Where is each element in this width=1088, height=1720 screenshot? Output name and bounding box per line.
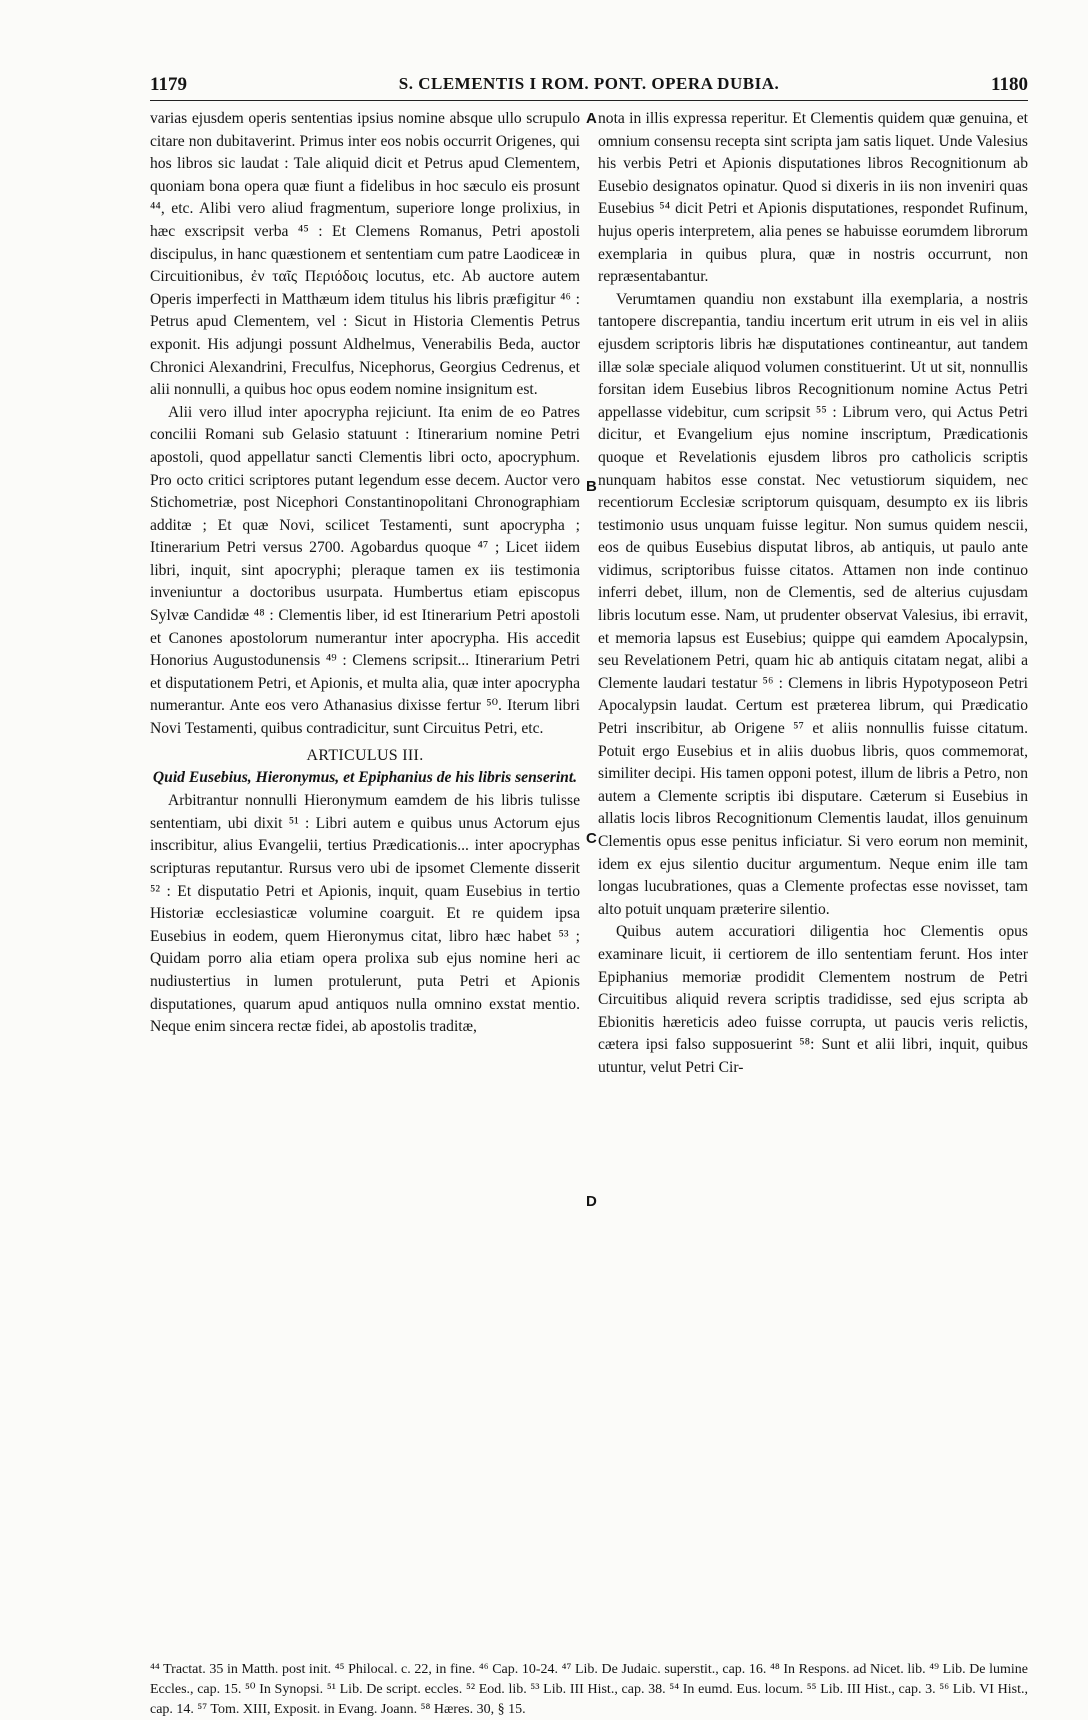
margin-marker-c: C [586, 830, 597, 847]
footnotes-text: ⁴⁴ Tractat. 35 in Matth. post init. ⁴⁵ Philocal. c. 22, in fine. ⁴⁶ Cap. 10-24. ⁴⁷ Lib. De Judaic. superstit., cap. 16. ⁴⁸ In Respons. ad Nicet. lib. ⁴⁹ Lib. De lumine Eccles., cap. 15. ⁵⁰ In Synopsi. ⁵¹ Lib. De script. eccles. ⁵² Eod. lib. ⁵³ Lib. III Hist., cap. 38. ⁵⁴ In eumd. Eus. locum. ⁵⁵ Lib. III Hist., cap. 3. ⁵⁶ Lib. VI Hist., cap. 14. ⁵⁷ Tom. XIII, Exposit. in Evang. Joann. ⁵⁸ Hæres. 30, § 15. [150, 1662, 1028, 1717]
running-header [150, 74, 1028, 101]
right-column [598, 108, 1028, 1080]
page-number-right: 1180 [991, 74, 1028, 95]
footnotes [150, 1660, 1028, 1720]
margin-marker-d: D [586, 1193, 597, 1210]
page-number-left: 1179 [150, 74, 187, 95]
left-paragraph-1: varias ejusdem operis sententias ipsius nomine absque ullo scrupulo citare non dubitaverint. Primus inter eos nobis occurrit Origenes, qui hos libros sic laudat : Tale aliquid dicit et Petrus apud Clementem, quoniam bona opera quæ fiunt a fidelibus in hoc sæculo eis prosunt ⁴⁴, etc. Alibi vero aliud fragmentum, superiore longe prolixius, in hæc exscripsit verba ⁴⁵ : Et Clemens Romanus, Petri apostoli discipulus, in hanc quæstionem et sententiam cum patre Laodiceæ in Circuitionibus, ἐν ταῖς Περιόδοις locutus, etc. Ab auctore autem Operis imperfecti in Matthæum idem titulus his libris præfigitur ⁴⁶ : Petrus apud Clementem, vel : Sicut in Historia Clementis Petrus exponit. His adjungi possunt Aldhelmus, Venerabilis Beda, auctor Chronici Alexandrini, Freculfus, Nicephorus, Georgius Cedrenus, et alii nonnulli, a quibus hoc opus eodem nomine insignitum est. [150, 110, 580, 399]
article-heading: ARTICULUS III. [306, 746, 424, 764]
margin-marker-b: B [586, 478, 597, 495]
article-subtitle: Quid Eusebius, Hieronymus, et Epiphanius de his libris senserint. [152, 769, 578, 787]
right-paragraph-1: nota in illis expressa reperitur. Et Clementis quidem quæ genuina, et omnium consensu recepta sint scripta jam satis liquet. Unde Valesius his verbis Petri et Apionis disputationes libros Recognitionum ab Eusebio designatos opinatur. Quod si dixeris in iis non inveniri quas Eusebius ⁵⁴ dicit Petri et Apionis disputationes, respondet Rufinum, hujus operis interpretem, alia penes se habuisse eorumdem librorum exemplaria in quibus plura, quæ in nostris occurrunt, non repræsentabantur. [598, 110, 1028, 286]
left-column [150, 108, 580, 1039]
right-paragraph-3: Quibus autem accuratiori diligentia hoc Clementis opus examinare licuit, ii certiorem de illo sententiam ferunt. Hos inter Epiphanius memoriæ prodidit Clementem nostrum de Petri Circuitibus aliquid revera scriptis tradidisse, sed ejus scripta ab Ebionitis hæreticis adeo fuisse corrupta, ut paucis veris relictis, cætera ipsi falso supposuerint ⁵⁸: Sunt et alii libri, inquit, quibus utuntur, velut Petri Cir- [598, 923, 1028, 1076]
running-title: S. CLEMENTIS I ROM. PONT. OPERA DUBIA. [398, 74, 780, 93]
left-paragraph-2: Alii vero illud inter apocrypha rejiciunt. Ita enim de eo Patres concilii Romani sub Gelasio statuunt : Itinerarium nomine Petri apostoli, quod appellatur sancti Clementis libri octo, apocryphum. Pro octo critici scriptores putant legendum esse decem. Auctor vero Stichometriæ, post Nicephori Constantinopolitani Chronographiam additæ ; Et quæ Novi, scilicet Testamenti, sunt apocrypha ; Itinerarium Petri versus 2700. Agobardus quoque ⁴⁷ ; Licet iidem libri, inquit, sint apocryphi; pleraque tamen ex iis testimonia inveniuntur a doctoribus usurpata. Humbertus etiam episcopus Sylvæ Candidæ ⁴⁸ : Clementis liber, id est Itinerarium Petri apostoli et Canones apostolorum numerantur inter apocrypha. His accedit Honorius Augustodunensis ⁴⁹ : Clemens scripsit... Itinerarium Petri et disputationem Petri, et Apionis, et multa alia, quæ inter apocrypha numerantur. Ante eos vero Athanasius dixisse fertur ⁵⁰. Iterum libri Novi Testamenti, quibus contradicitur, sunt Circuitus Petri, etc. [150, 403, 580, 738]
right-paragraph-2: Verumtamen quandiu non exstabunt illa exemplaria, a nostris tantopere discrepantia, tandiu incertum erit utrum in eis vel in aliis ejusdem scriptoris libris hæ disputationes contineantur, aut tandem illæ solæ speciale aliquod volumen constituerint. Ut ut sit, nonnullis forsitan idem Eusebius libros Recognitionum nomine Actus Petri appellasse videbitur, cum scripsit ⁵⁵ : Librum vero, qui Actus Petri dicitur, et Evangelium ejus nomine inscriptum, Prædicationis quoque et Revelationis ejusdem libros pro catholicis scriptis nunquam habitos esse constat. Nec vetustiorum siquidem, nec recentiorum Ecclesiæ scriptorum quisquam, desumpto ex iis libris testimonio usus unquam fuisse legitur. Non sumus quidem nescii, eos de quibus Eusebius disputat libros, ab antiquis, ut paulo ante vidimus, scriptoribus fuisse citatos. Attamen non inde continuo inferri debet, illum, non de Clementis, sed de alterius cujusdam libris locutum esse. Nam, ut prudenter observat Valesius, ibi erravit, et memoria lapsus est Eusebius; quippe qui eamdem Apocalypsin, seu Revelationem Petri, quam hic ab antiquis citatam negat, alibi a Clemente laudari testatur ⁵⁶ : Clemens in libris Hypotyposeon Petri Apocalypsin laudat. Certum est præterea librum, qui Prædicatio Petri inscribitur, ab Origene ⁵⁷ et aliis nonnullis fuisse citatum. Potuit ergo Eusebius et in aliis duobus libris, quos commemorat, similiter decipi. His tamen opponi potest, illum de libris a Petro, non autem a Clemente scriptis ibi disputare. Cæterum si Eusebius in allatis locis libros Recognitionum Clementis laudat, illos genuinum Clementis opus esse penitus inficiatur. Si vero eorum non meminit, idem ex ejus silentio ducitur argumentum. Neque enim ille tam longas lucubrationes, quas a Clemente profectas esse novisset, tam alto potuit unquam præterire silentio. [598, 290, 1028, 918]
left-paragraph-3: Arbitrantur nonnulli Hieronymum eamdem de his libris tulisse sententiam, ubi dixit ⁵¹ : Libri autem e quibus unus Actorum ejus inscribitur, alius Evangelii, tertius Prædicationis... inter apocryphas scripturas reputantur. Rursus vero ubi de ipsomet Clemente disserit ⁵² : Et disputatio Petri et Apionis, inquit, quam Eusebius in tertio Historiæ ecclesiasticæ volumine coarguit. Et re quidem ipsa Eusebius in eodem, quem Hieronymus citat, libro hæc habet ⁵³ ; Quidam porro alia etiam opera prolixa sub ejus nomine heri ac nudiustertius in lumen protulerunt, puta Petri et Apionis disputationes, quarum apud antiquos nulla omnino exstat mentio. Neque enim sincera rectæ fidei, ab apostolis traditæ, [150, 792, 580, 1036]
margin-marker-a: A [586, 110, 597, 127]
